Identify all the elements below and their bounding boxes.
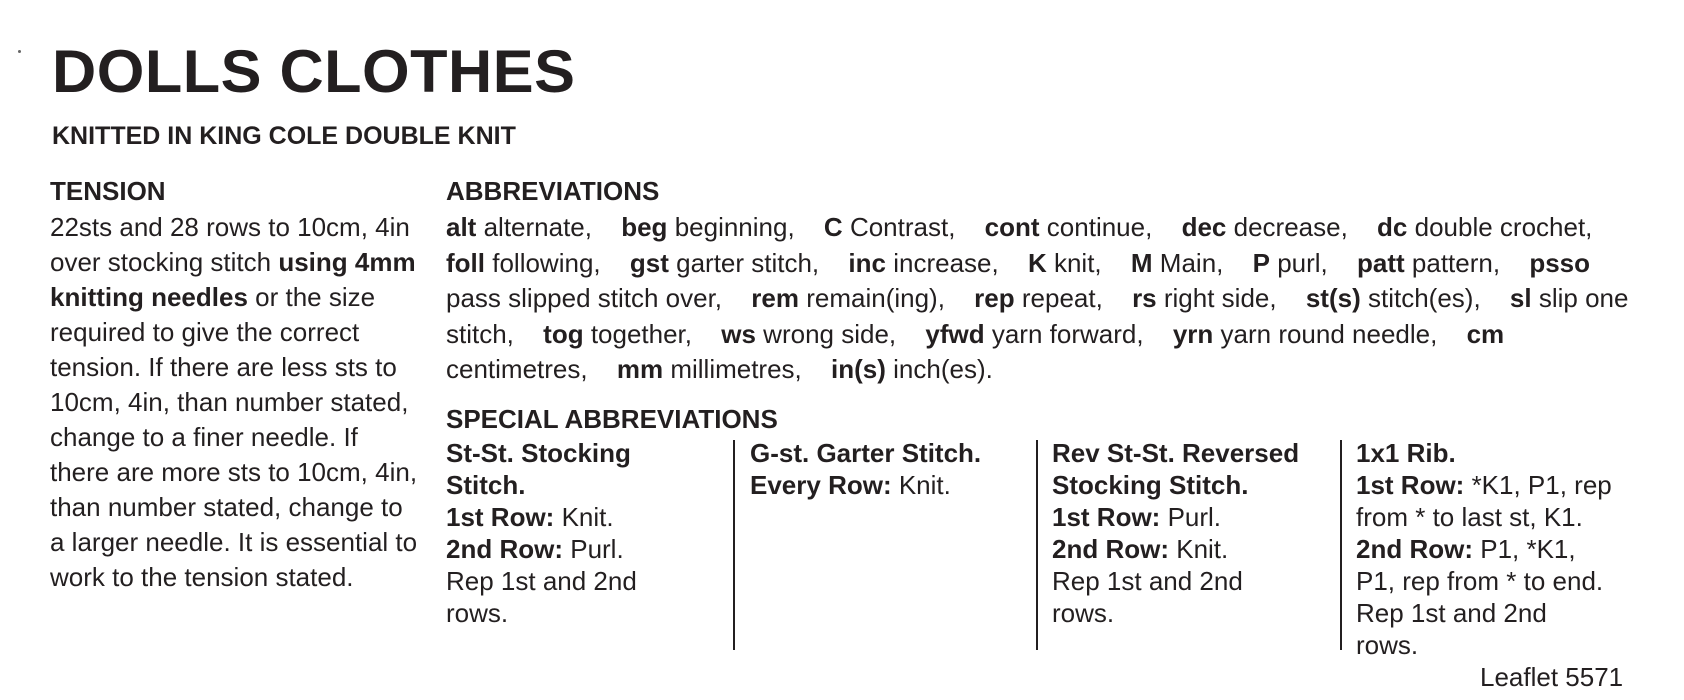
special-line-bold: 2nd Row: [1356, 534, 1473, 564]
abbreviation-term: inc [848, 247, 886, 278]
abbreviation-item [446, 212, 592, 242]
abbreviation-item [1357, 248, 1500, 278]
abbreviation-meaning: Contrast, [849, 212, 956, 242]
special-line [750, 437, 1040, 469]
abbreviation-item [1028, 248, 1102, 278]
tension-text-part-1: 22sts and 28 rows to 10cm, 4in over stocking stitch [50, 212, 410, 277]
abbreviation-term: yrn [1172, 318, 1214, 349]
tension-needle-size: using 4mm knitting needles [50, 247, 416, 312]
abbreviation-item [1132, 283, 1277, 313]
special-line-bold: 1x1 Rib. [1356, 438, 1456, 468]
special-line [1052, 501, 1342, 533]
abbreviations-section [446, 178, 1646, 388]
abbreviations-heading: ABBREVIATIONS [446, 176, 660, 206]
special-column-stocking-stitch [446, 437, 726, 629]
abbreviation-item [1131, 248, 1223, 278]
special-line-text: *K1, P1, rep [1464, 470, 1612, 500]
abbreviation-item [621, 212, 794, 242]
abbreviation-item [630, 248, 819, 278]
special-line [1052, 437, 1342, 469]
special-column-reversed-stocking-stitch [1052, 437, 1342, 629]
special-line-bold: Stocking Stitch. [1052, 470, 1249, 500]
abbreviation-item [974, 283, 1103, 313]
special-line [1052, 597, 1342, 629]
abbreviation-meaning: yarn round needle, [1220, 318, 1438, 349]
abbreviation-item [1173, 319, 1438, 349]
abbreviation-term: yfwd [925, 318, 985, 349]
abbreviation-term: alt [446, 212, 477, 242]
abbreviation-meaning: remain(ing), [806, 283, 945, 313]
abbreviation-meaning: purl, [1277, 247, 1328, 278]
special-line-bold: Every Row: [750, 470, 892, 500]
abbreviation-term: C [823, 212, 843, 242]
special-line [1356, 597, 1656, 629]
abbreviation-meaning: increase, [893, 247, 999, 278]
abbreviation-meaning: following, [492, 247, 601, 278]
abbreviation-item [985, 212, 1153, 242]
special-line-text: P1, *K1, [1473, 534, 1576, 564]
special-line [1052, 565, 1342, 597]
abbreviation-term: P [1252, 247, 1270, 278]
special-line-text: Purl. [1160, 502, 1222, 532]
abbreviation-meaning: repeat, [1021, 283, 1103, 313]
abbreviation-meaning: garter stitch, [676, 247, 820, 278]
abbreviation-item [1377, 212, 1592, 242]
special-line-bold: St-St. Stocking [446, 438, 631, 468]
abbreviation-term: K [1027, 247, 1047, 278]
abbreviation-item [1253, 248, 1328, 278]
special-line [1356, 437, 1656, 469]
column-divider [1036, 440, 1038, 650]
abbreviation-meaning: pattern, [1411, 247, 1501, 278]
abbreviation-item [925, 319, 1143, 349]
special-line [446, 565, 726, 597]
abbreviation-term: psso [1529, 247, 1590, 278]
special-line [446, 501, 726, 533]
abbreviation-meaning: right side, [1163, 283, 1277, 313]
abbreviation-item [1182, 212, 1348, 242]
special-line-text: Knit. [554, 502, 614, 532]
tension-text-part-2: or the size required to give the correct tension. If there are less sts to 10cm, 4in, than number stated, change to a finer needle. If there are more sts to 10cm, 4in, than number stated, change to a larger needle. It is essential to work to the tension stated. [50, 282, 418, 592]
abbreviation-term: in(s) [831, 354, 886, 384]
special-line-text: rows. [1052, 598, 1115, 628]
special-line [446, 469, 726, 501]
abbreviation-item [446, 248, 601, 278]
abbreviation-item [824, 212, 956, 242]
page-subtitle: KNITTED IN KING COLE DOUBLE KNIT [52, 122, 516, 150]
tension-section [50, 178, 420, 595]
special-line [1052, 533, 1342, 565]
abbreviation-term: gst [629, 247, 669, 278]
special-line-bold: G-st. Garter Stitch. [750, 438, 982, 468]
scan-speck [18, 50, 21, 53]
special-line [446, 533, 726, 565]
special-line [1356, 533, 1656, 565]
abbreviation-meaning: alternate, [483, 212, 592, 242]
special-line-text: Knit. [1169, 534, 1229, 564]
special-abbreviations-heading: SPECIAL ABBREVIATIONS [446, 404, 778, 434]
special-line-bold: Rev St-St. Reversed [1052, 438, 1300, 468]
abbreviation-item [1306, 283, 1481, 313]
special-line [750, 469, 1040, 501]
abbreviation-item [617, 354, 802, 384]
special-line-text: Knit. [891, 470, 951, 500]
abbreviation-meaning: millimetres, [670, 354, 802, 384]
special-line [1356, 565, 1656, 597]
special-line [446, 597, 726, 629]
special-line-text: rows. [1356, 630, 1419, 660]
special-line [1052, 469, 1342, 501]
abbreviation-meaning: inch(es). [893, 354, 993, 384]
abbreviation-term: dec [1181, 212, 1227, 242]
abbreviation-meaning: beginning, [674, 212, 795, 242]
abbreviation-meaning: Main, [1159, 247, 1224, 278]
abbreviation-term: rs [1132, 283, 1157, 313]
special-line-text: Purl. [563, 534, 624, 564]
column-divider [1340, 440, 1342, 650]
abbreviation-item [543, 319, 692, 349]
abbreviation-term: sl [1509, 283, 1532, 313]
abbreviation-meaning: wrong side, [763, 318, 897, 349]
abbreviation-meaning: together, [590, 318, 693, 349]
special-column-garter-stitch [750, 437, 1040, 501]
abbreviation-item [751, 283, 945, 313]
abbreviation-meaning: continue, [1046, 212, 1153, 242]
abbreviations-list [446, 210, 1646, 388]
abbreviation-meaning: slip one stitch, [446, 283, 1629, 349]
abbreviation-term: foll [446, 247, 485, 278]
special-line [1356, 501, 1656, 533]
abbreviation-meaning: pass slipped stitch over, [446, 283, 723, 313]
abbreviation-term: mm [616, 354, 664, 384]
special-line-text: from * to last st, K1. [1356, 502, 1583, 532]
special-line-bold: 2nd Row: [1052, 534, 1169, 564]
abbreviation-item [831, 354, 993, 384]
special-line-text: rows. [446, 598, 509, 628]
abbreviation-meaning: yarn forward, [991, 318, 1144, 349]
abbreviation-item [848, 248, 998, 278]
special-line-bold: Stitch. [446, 470, 526, 500]
abbreviation-term: cm [1466, 318, 1505, 349]
special-line-bold: 1st Row: [1052, 502, 1161, 532]
special-line [446, 437, 726, 469]
abbreviation-term: rem [751, 283, 799, 313]
tension-heading: TENSION [50, 176, 166, 206]
column-divider [733, 440, 735, 650]
special-line-bold: 1st Row: [446, 502, 555, 532]
abbreviation-term: st(s) [1305, 283, 1361, 313]
special-line-text: Rep 1st and 2nd [1052, 566, 1243, 596]
tension-text [50, 210, 420, 595]
special-line [1356, 629, 1656, 661]
abbreviation-term: dc [1377, 212, 1408, 242]
page-title: DOLLS CLOTHES [52, 38, 576, 105]
special-column-rib [1356, 437, 1656, 661]
abbreviation-term: tog [543, 318, 584, 349]
abbreviation-term: ws [721, 318, 756, 349]
special-line-text: P1, rep from * to end. [1356, 566, 1604, 596]
leaflet-number: Leaflet 5571 [1480, 662, 1624, 692]
abbreviation-meaning: knit, [1053, 247, 1102, 278]
abbreviation-meaning: stitch(es), [1367, 283, 1481, 313]
abbreviation-term: M [1130, 247, 1153, 278]
abbreviation-item [721, 319, 896, 349]
special-line [1356, 469, 1656, 501]
abbreviation-meaning: centimetres, [446, 354, 588, 384]
abbreviation-term: beg [621, 212, 668, 242]
special-line-text: Rep 1st and 2nd [446, 566, 637, 596]
abbreviation-meaning: double crochet, [1414, 212, 1593, 242]
abbreviation-term: patt [1357, 247, 1405, 278]
special-line-bold: 1st Row: [1356, 470, 1465, 500]
abbreviation-term: rep [974, 283, 1015, 313]
special-line-bold: 2nd Row: [446, 534, 563, 564]
special-line-text: Rep 1st and 2nd [1356, 598, 1547, 628]
abbreviation-term: cont [984, 212, 1040, 242]
abbreviation-meaning: decrease, [1233, 212, 1348, 242]
